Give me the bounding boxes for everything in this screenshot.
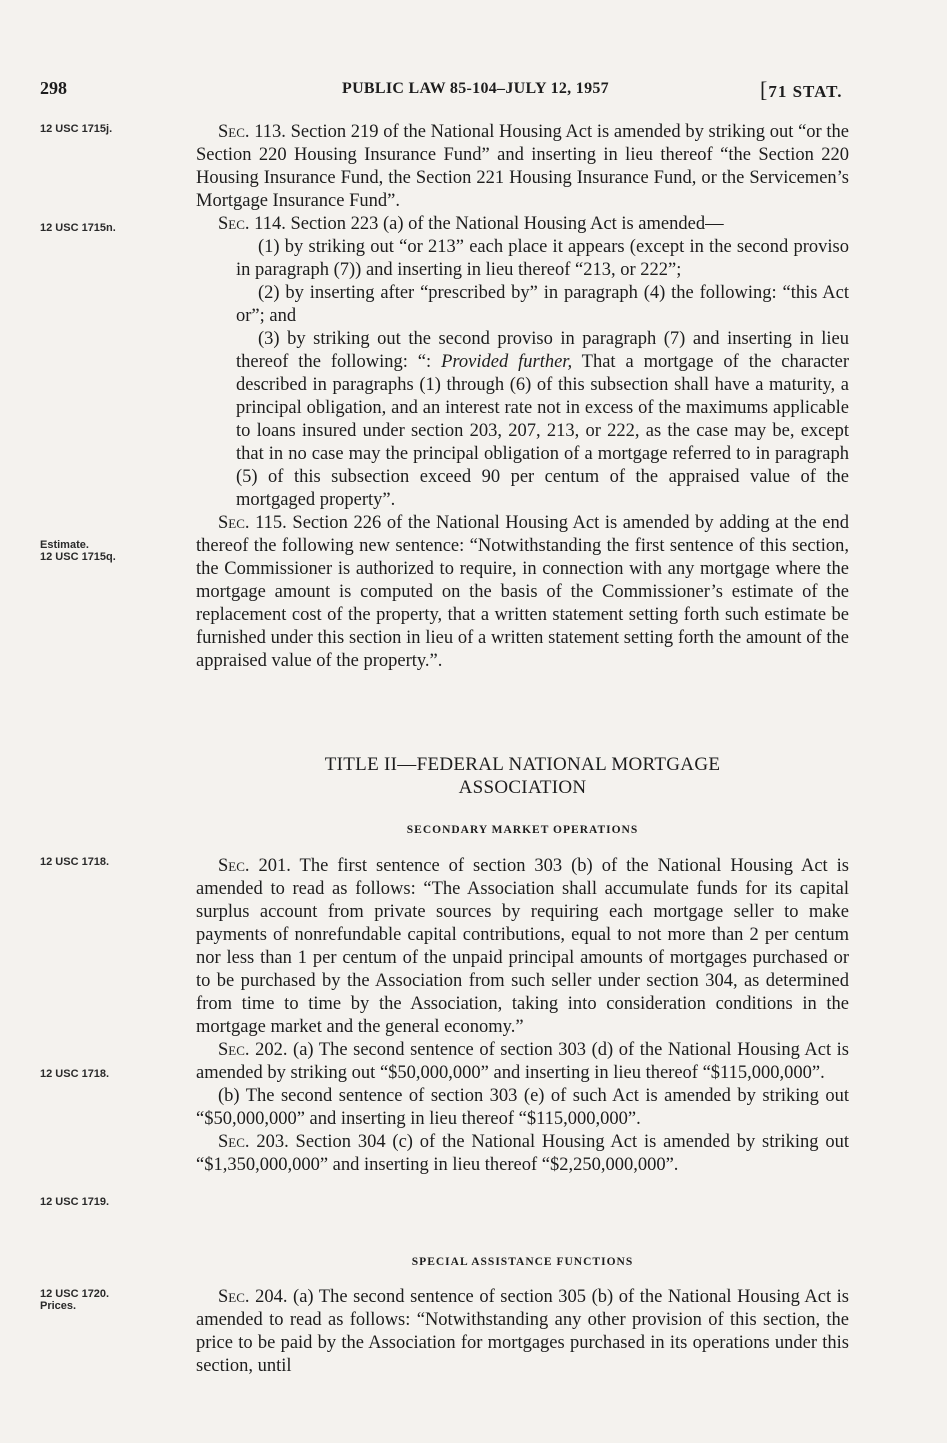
- margin-note: 12 USC 1718.: [40, 856, 110, 868]
- section-text: Section 219 of the National Housing Act is amended by striking out “or the Section 220 Housing Insurance Fund” and inserting in lieu thereof “the Section 220 Housing Insurance Fund, the Section 221 Housing Insurance Fund, or the Servicemen’s Mortgage Insurance Fund”.: [196, 122, 850, 211]
- section-113: [196, 121, 849, 213]
- body-block-3: [196, 1286, 849, 1378]
- section-text: Section 226 of the National Housing Act is amended by adding at the end thereof the following new sentence: “Notwithstanding the first sentence of this section, the Commissioner is authorized to require, in connection with any mortgage where the mortgage amount is computed on the basis of the Commissioner’s estimate of the replacement cost of the property, that a written statement setting forth such estimate be furnished under this section in lieu of a written statement setting forth the amount of the appraised value of the property.”.: [196, 513, 850, 671]
- margin-note: 12 USC 1715q.: [40, 551, 116, 563]
- body-block-2: [196, 855, 849, 1177]
- section-text: Section 223 (a) of the National Housing Act is amended—: [290, 214, 724, 234]
- section-202-b: (b) The second sentence of section 303 (e) of such Act is amended by striking out “$50,000,000” and inserting in lieu thereof “$115,000,000”.: [196, 1086, 849, 1129]
- margin-note: 12 USC 1715n.: [40, 222, 116, 234]
- margin-note: 12 USC 1718.: [40, 1068, 110, 1080]
- margin-note: 12 USC 1719.: [40, 1196, 110, 1208]
- running-head: PUBLIC LAW 85-104–JULY 12, 1957: [342, 80, 609, 97]
- section-115: [196, 512, 849, 673]
- section-label: Sec. 203.: [218, 1132, 289, 1152]
- margin-note: Estimate.: [40, 539, 89, 551]
- section-label: Sec. 113.: [218, 122, 286, 142]
- title-line-1: TITLE II—FEDERAL NATIONAL MORTGAGE: [324, 754, 721, 775]
- section-label: Sec. 204.: [218, 1287, 288, 1307]
- section-203: [196, 1131, 849, 1177]
- section-114-item-3: [196, 328, 849, 512]
- section-label: Sec. 201.: [218, 856, 291, 876]
- section-114-item-1: (1) by striking out “or 213” each place it appears (except in the second proviso in paragraph (7)) and inserting in lieu thereof “213, or 222”;: [236, 237, 849, 280]
- section-text: The first sentence of section 303 (b) of the National Housing Act is amended to read as follows: “The Association shall accumulate funds for its capital surplus account from private sources by requiring each mortgage seller to make payments of nonrefundable capital contributions, equal to not more than 2 per centum nor less than 1 per centum of the unpaid principal amounts of mortgages purchased or to be purchased by the Association from such seller under section 304, as determined from time to time by the Association, taking into consideration conditions in the mortgage market and the general economy.”: [196, 856, 849, 1037]
- section-114-item-2: (2) by inserting after “prescribed by” in paragraph (4) the following: “this Act or”; and: [236, 283, 849, 326]
- margin-note: 12 USC 1715j.: [40, 123, 113, 135]
- section-label: Sec. 202.: [218, 1040, 288, 1060]
- section-114: [196, 213, 849, 236]
- subheading-secondary-market: SECONDARY MARKET OPERATIONS: [406, 824, 639, 836]
- margin-note: 12 USC 1720.: [40, 1288, 110, 1300]
- section-text: That a mortgage of the character described in paragraphs (1) through (6) of this subsection shall have a maturity, a principal obligation, and an interest rate not in excess of the maximums applicable to loans insured under section 203, 207, 213, or 222, as the case may be, except that in no case may the principal obligation of a mortgage referred to in paragraph (5) of this subsection exceed 90 per centum of the appraised value of the mortgaged property”.: [236, 352, 850, 510]
- title-line-2: ASSOCIATION: [458, 777, 587, 798]
- margin-note: Prices.: [40, 1300, 77, 1312]
- stat-reference: [71 STAT.: [760, 77, 843, 102]
- section-label: Sec. 114.: [218, 214, 286, 234]
- section-text: (3) by striking out the second proviso in paragraph (7) and inserting in lieu thereof the following: “:: [236, 329, 849, 372]
- section-text: Section 304 (c) of the National Housing Act is amended by striking out “$1,350,000,000” and inserting in lieu thereof “$2,250,000,000”.: [196, 1132, 849, 1175]
- page-number: 298: [40, 78, 67, 98]
- stat-reference-text: 71 STAT.: [768, 82, 843, 101]
- subheading-special-assistance: SPECIAL ASSISTANCE FUNCTIONS: [411, 1256, 634, 1268]
- section-202-a: [196, 1039, 849, 1085]
- section-201: [196, 855, 849, 1039]
- section-text: (a) The second sentence of section 305 (b) of the National Housing Act is amended to read as follows: “Notwithstanding any other provision of this section, the price to be paid by the Association for mortgages purchased in its operations under this section, until: [196, 1287, 850, 1376]
- body-block-1: [196, 121, 849, 673]
- section-text: (a) The second sentence of section 303 (d) of the National Housing Act is amended by striking out “$50,000,000” and inserting in lieu thereof “$115,000,000”.: [196, 1040, 850, 1083]
- section-label: Sec. 115.: [218, 513, 287, 533]
- section-204: [196, 1286, 849, 1378]
- proviso-emphasis: Provided further,: [441, 352, 573, 372]
- title-heading: [196, 753, 849, 799]
